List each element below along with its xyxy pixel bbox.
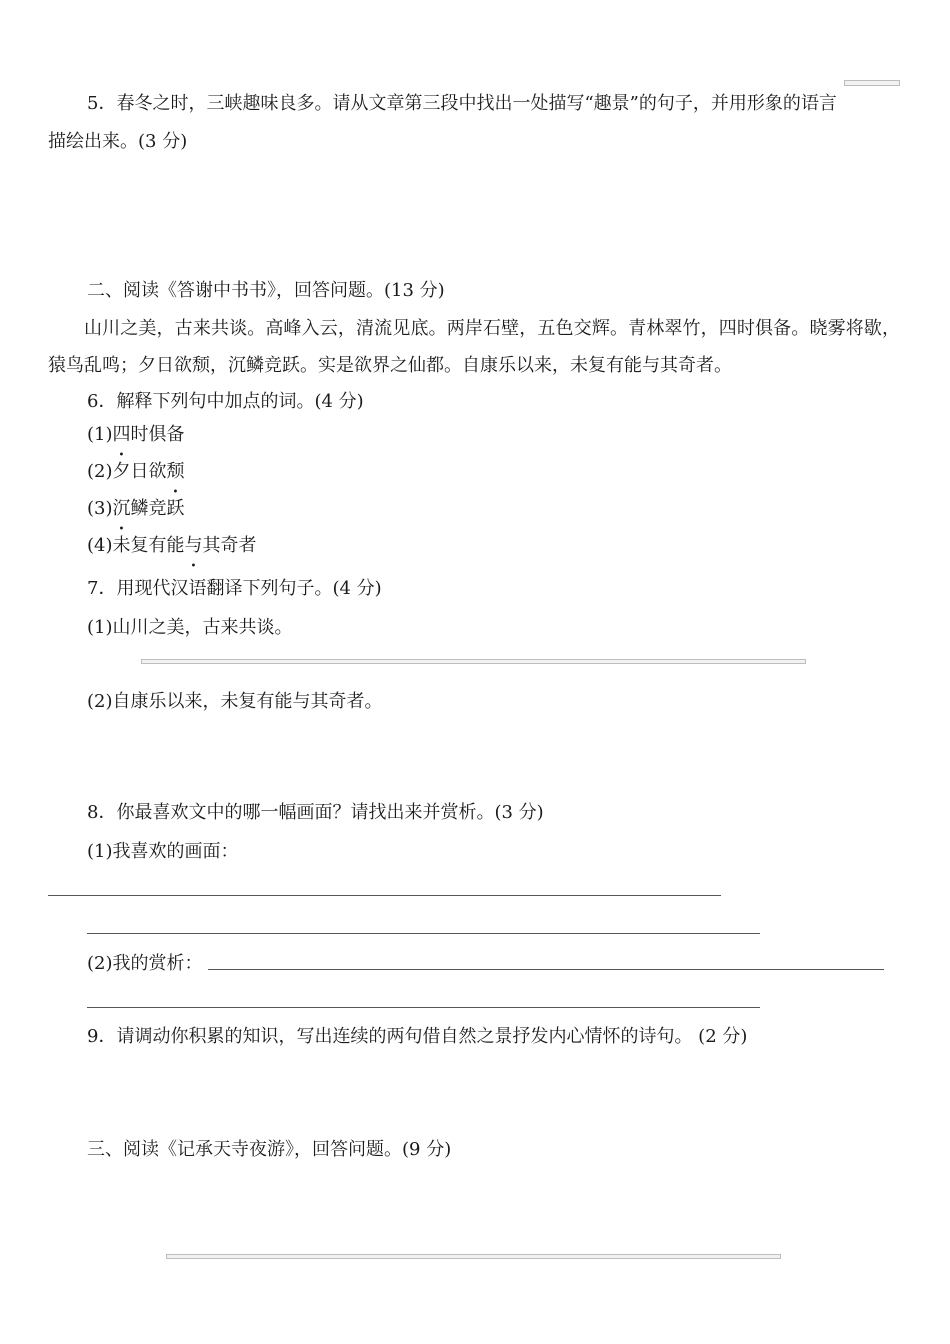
q6-item-3 xyxy=(87,497,185,521)
q6-item-pre: 未复有能 xyxy=(112,535,185,556)
section2-passage: 山川之美，古来共谈。高峰入云，清流见底。两岸石壁，五色交辉。青林翠竹，四时俱备。晓雾将歇，猿鸟乱鸣；夕日欲颓，沉鳞竞跃。实是欲界之仙都。自康乐以来，未复有能与其奇者。 xyxy=(48,318,900,376)
q6-item-num: (3) xyxy=(87,498,113,519)
section2-heading: 二、阅读《答谢中书书》，回答问题。(13 分) xyxy=(87,280,445,301)
q9-stem: 9．请调动你积累的知识，写出连续的两句借自然之景抒发内心情怀的诗句。 (2 分) xyxy=(87,1026,748,1047)
q7-item2: (2)自康乐以来，未复有能与其奇者。 xyxy=(87,691,383,712)
q8-stem: 8．你最喜欢文中的哪一幅画面？请找出来并赏析。(3 分) xyxy=(87,802,544,823)
dotted-word: 四 xyxy=(112,424,131,445)
q6-item-1 xyxy=(87,423,185,447)
answer-line[interactable] xyxy=(87,933,760,934)
answer-line[interactable] xyxy=(208,969,884,970)
q5-line1: 5．春冬之时，三峡趣味良多。请从文章第三段中找出一处描写“趣景”的句子，并用形象的语言 xyxy=(87,93,837,114)
q8-item1: (1)我喜欢的画面： xyxy=(87,841,239,862)
bottom-divider xyxy=(166,1254,781,1259)
q6-item-num: (4) xyxy=(87,535,113,556)
dotted-word: 沉 xyxy=(112,498,131,519)
q8-item2: (2)我的赏析： xyxy=(87,953,203,974)
q6-item-num: (1) xyxy=(87,424,113,445)
q6-stem: 6．解释下列句中加点的词。(4 分) xyxy=(87,391,364,412)
q6-item-post: 鳞竞跃 xyxy=(130,498,185,519)
q5-line2: 描绘出来。(3 分) xyxy=(48,131,188,152)
q6-item-post: 其奇者 xyxy=(202,535,257,556)
q6-item-4 xyxy=(87,534,257,558)
answer-line[interactable] xyxy=(87,1007,760,1008)
section3-heading: 三、阅读《记承天寺夜游》，回答问题。(9 分) xyxy=(87,1139,452,1160)
page-divider xyxy=(141,659,806,664)
dotted-word: 与 xyxy=(184,535,203,556)
top-corner-bar xyxy=(844,80,900,86)
q7-stem: 7．用现代汉语翻译下列句子。(4 分) xyxy=(87,578,382,599)
q6-item-pre: 夕日欲 xyxy=(112,461,167,482)
q6-item-2 xyxy=(87,460,185,484)
answer-line[interactable] xyxy=(48,895,721,896)
dotted-word: 颓 xyxy=(166,461,185,482)
q6-item-post: 时俱备 xyxy=(130,424,185,445)
q6-item-num: (2) xyxy=(87,461,113,482)
q7-item1: (1)山川之美，古来共谈。 xyxy=(87,617,293,638)
